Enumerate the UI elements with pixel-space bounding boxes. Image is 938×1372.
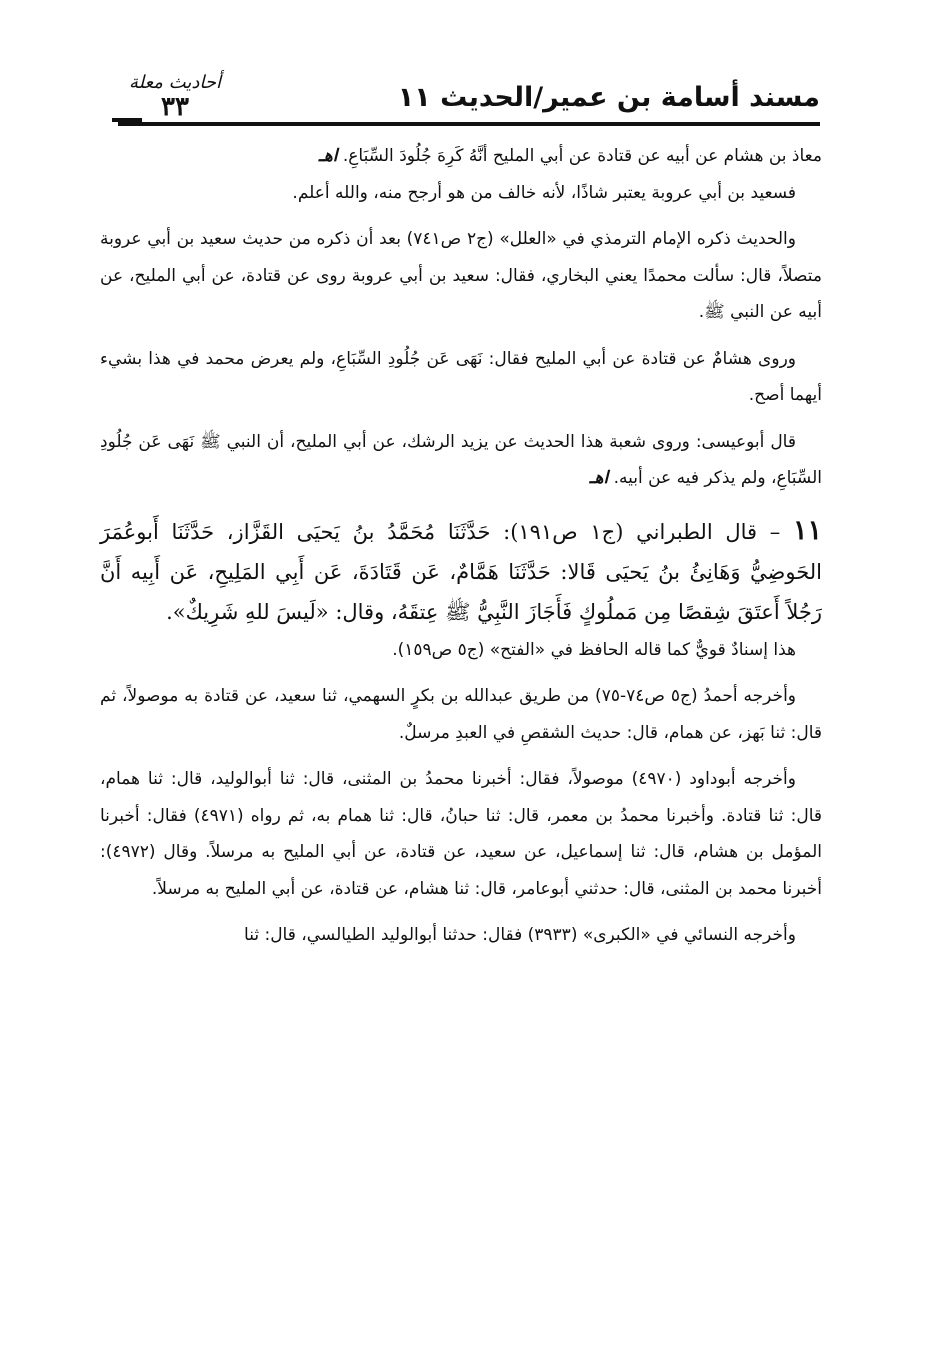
page-number: ٣٣: [161, 92, 189, 122]
paragraph: [100, 138, 822, 175]
handwritten-margin-note: أحاديث معلة: [129, 72, 221, 93]
hadith-entry: [100, 511, 822, 632]
end-mark: اهـ: [589, 468, 609, 488]
running-title: مسند أسامة بن عمير/الحديث ١١: [397, 82, 820, 113]
paragraph: وأخرجه أبوداود (٤٩٧٠) موصولاً، فقال: أخبرنا محمدُ بن المثنى، قال: ثنا أبوالوليد، قال: ثنا همام، قال: ثنا قتادة. وأخبرنا محمدُ بن معمر، قال: ثنا حبانُ، قال: ثنا همام به، ثم رواه (٤٩٧١) فقال: أخبرنا المؤمل بن هشام، قال: ثنا إسماعيل، عن سعيد، عن قتادة، عن أبي المليح به مرسلاً. وقال (٤٩٧٢): أخبرنا محمد بن المثنى، قال: حدثني أبوعامر، قال: ثنا هشام، عن قتادة، عن أبي المليح به مرسلاً.: [100, 769, 822, 899]
hadith-number: ١١: [792, 514, 822, 546]
paragraph-text: قال أبوعيسى: وروى شعبة هذا الحديث عن يزيد الرشك، عن أبي المليح، أن النبي ﷺ نَهَى عَن جُلُودِ السِّبَاعِ، ولم يذكر فيه عن أبيه.: [100, 431, 822, 488]
paragraph: وأخرجه النسائي في «الكبرى» (٣٩٣٣) فقال: حدثنا أبوالوليد الطيالسي، قال: ثنا: [244, 925, 796, 945]
hadith-text: – قال الطبراني (ج١ ص١٩١): حَدَّثَنَا مُحَمَّدُ بنُ يَحيَى القَزَّاز، حَدَّثَنَا أَبوعُمَرَ الحَوضِيُّ وَهَانِئُ بنُ يَحيَى قَالا: حَدَّثَنَا هَمَّامٌ، عَن قَتَادَةَ، عَن أَبِي المَلِيحِ، عَن أَبِيه أَنَّ رَجُلاً أَعتَقَ شِقصًا مِن مَملُوكٍ فَأَجَازَ النَّبِيُّ ﷺ عِتقَهُ، وقال: «لَيسَ للهِ شَرِيكٌ».: [100, 519, 822, 624]
header-rule: [118, 122, 820, 126]
paragraph-text: معاذ بن هشام عن أبيه عن قتادة عن أبي المليح أنَّهُ كَرِهَ جُلُودَ السِّبَاعِ.: [342, 146, 822, 166]
paragraph: هذا إسنادٌ قويٌّ كما قاله الحافظ في «الفتح» (ج٥ ص١٥٩).: [392, 639, 796, 660]
running-head: [100, 72, 820, 124]
paragraph: فسعيد بن أبي عروبة يعتبر شاذًا، لأنه خالف من هو أرجح منه، والله أعلم.: [292, 182, 796, 203]
paragraph: [100, 424, 822, 497]
body-text: [100, 138, 822, 954]
paragraph: والحديث ذكره الإمام الترمذي في «العلل» (ج٢ ص٧٤١) بعد أن ذكره من حديث سعيد بن أبي عروبة متصلاً، قال: سألت محمدًا يعني البخاري، فقال: سعيد بن أبي عروبة روى عن قتادة، عن أبي المليح، عن أبيه عن النبي ﷺ.: [100, 229, 822, 322]
end-mark: اهـ: [318, 146, 338, 166]
paragraph: وأخرجه أحمدُ (ج٥ ص٧٤-٧٥) من طريق عبدالله بن بكرٍ السهمي، ثنا سعيد، عن قتادة به موصولاً، ثم قال: ثنا بَهز، عن همام، قال: حديث الشقصِ في العبدِ مرسلٌ.: [100, 686, 822, 743]
paragraph: وروى هشامٌ عن قتادة عن أبي المليح فقال: نَهَى عَن جُلُودِ السِّبَاعِ، ولم يعرض محمد في هذا بشيء أيهما أصح.: [100, 348, 822, 405]
